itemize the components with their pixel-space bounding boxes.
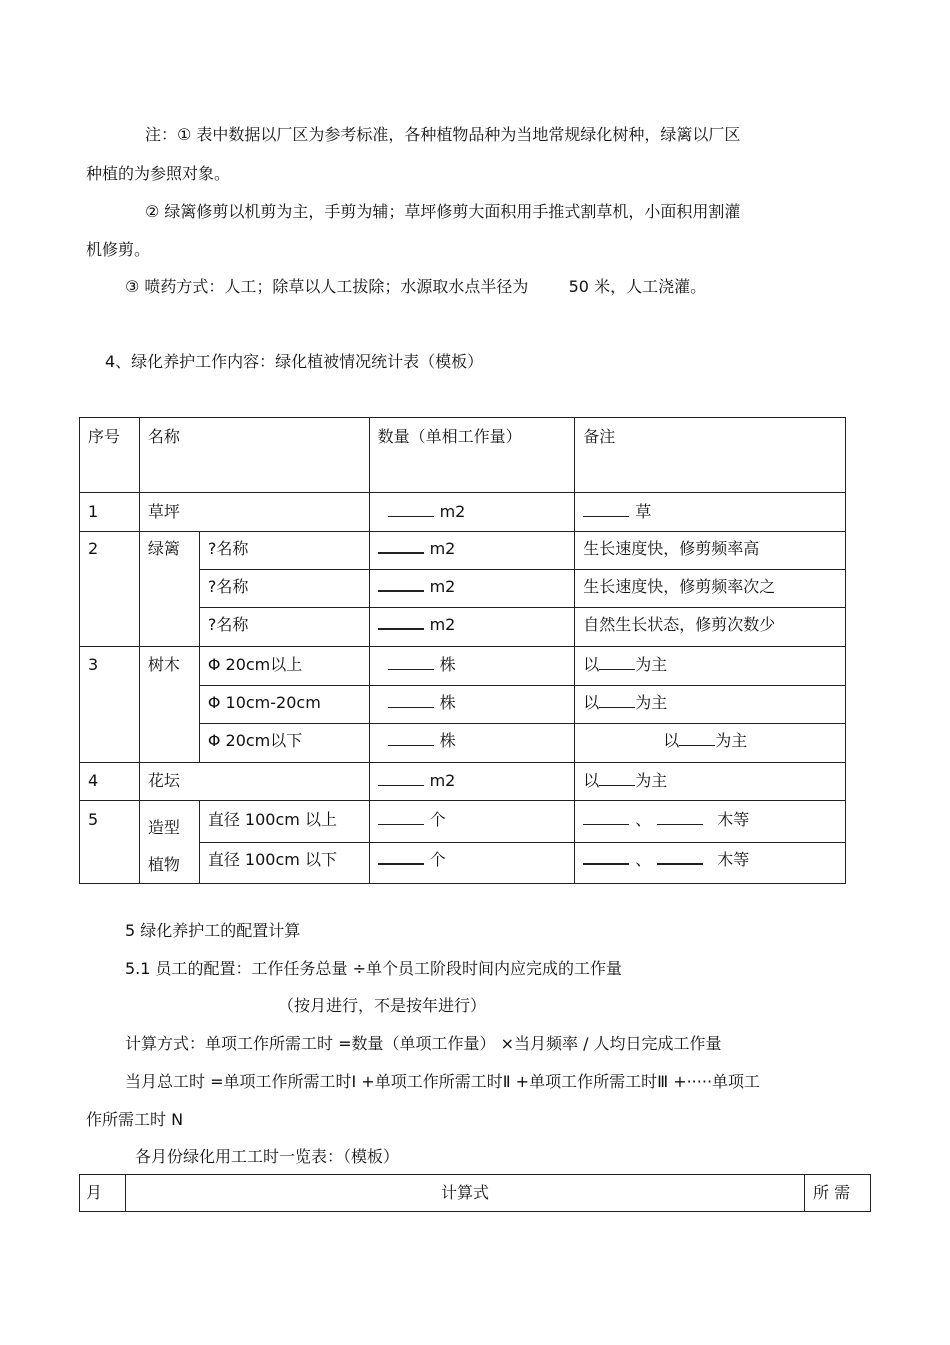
- row-subname: Φ 20cm以下: [199, 724, 369, 763]
- row-quantity: m2: [369, 608, 575, 647]
- plant-statistics-table: [79, 417, 846, 884]
- header-name: 名称: [139, 418, 369, 493]
- note-2-line-2: 机修剪。: [86, 240, 151, 259]
- row-name: 树木: [139, 647, 199, 763]
- row-subname: ?名称: [199, 532, 369, 570]
- header-remark: 备注: [575, 418, 846, 493]
- row-name: 草坪: [139, 493, 369, 532]
- row-subname: Φ 20cm以上: [199, 647, 369, 686]
- row-quantity: m2: [369, 763, 575, 801]
- row-name: 造型 植物: [139, 801, 199, 884]
- row-subname: Φ 10cm-20cm: [199, 686, 369, 724]
- row-remark: 草: [575, 493, 846, 532]
- table-2-title: 各月份绿化用工工时一览表：（模板）: [135, 1147, 400, 1166]
- row-name: 绿篱: [139, 532, 199, 647]
- row-remark: 自然生长状态，修剪次数少: [575, 608, 846, 647]
- section-5-1: 5.1 员工的配置：工作任务总量 ÷单个员工阶段时间内应完成的工作量: [125, 959, 623, 978]
- table-row: [80, 493, 846, 532]
- row-name: 花坛: [139, 763, 369, 801]
- row-subname: ?名称: [199, 570, 369, 608]
- table-row: [80, 647, 846, 686]
- note-1-line-1: 注：① 表中数据以厂区为参考标准，各种植物品种为当地常规绿化树种，绿篱以厂区: [145, 125, 741, 144]
- table-header-row: [80, 1175, 871, 1212]
- section-4-title: 4、绿化养护工作内容：绿化植被情况统计表（模板）: [105, 352, 484, 371]
- monthly-hours-table: [79, 1174, 871, 1212]
- note-3-part-a: ③ 喷药方式：人工；除草以人工拔除；水源取水点半径为: [125, 277, 529, 296]
- header-required: 所 需: [805, 1175, 871, 1212]
- row-subname: 直径 100cm 以下: [199, 843, 369, 884]
- note-3: [125, 276, 706, 298]
- row-no: 5: [80, 801, 140, 884]
- total-hours-line-2: 作所需工时 N: [86, 1110, 184, 1129]
- header-month: 月: [80, 1175, 126, 1212]
- row-quantity: 株: [369, 724, 575, 763]
- note-3-part-b: 50 米，人工浇灌。: [568, 277, 707, 296]
- row-quantity: 株: [369, 686, 575, 724]
- row-subname: 直径 100cm 以上: [199, 801, 369, 843]
- row-quantity: m2: [369, 532, 575, 570]
- row-quantity: m2: [369, 570, 575, 608]
- row-quantity: m2: [369, 493, 575, 532]
- calculation-method: 计算方式：单项工作所需工时 =数量（单项工作量） ×当月频率 / 人均日完成工作量: [125, 1034, 722, 1053]
- row-remark: 以 为主: [575, 763, 846, 801]
- row-subname: ?名称: [199, 608, 369, 647]
- row-remark: 、 木等: [575, 801, 846, 843]
- row-quantity: 个: [369, 801, 575, 843]
- row-remark: 以 为主: [575, 686, 846, 724]
- section-5-1-note: （按月进行，不是按年进行）: [278, 996, 487, 1015]
- table-row: [80, 763, 846, 801]
- header-quantity: 数量（单相工作量）: [369, 418, 575, 493]
- row-remark: 生长速度快，修剪频率次之: [575, 570, 846, 608]
- table-row: [80, 801, 846, 843]
- row-no: 3: [80, 647, 140, 763]
- row-remark: 、 木等: [575, 843, 846, 884]
- row-remark: 以 为主: [575, 647, 846, 686]
- total-hours-line-1: 当月总工时 =单项工作所需工时Ⅰ +单项工作所需工时Ⅱ +单项工作所需工时Ⅲ +·····单项工: [125, 1072, 761, 1091]
- row-quantity: 株: [369, 647, 575, 686]
- row-no: 2: [80, 532, 140, 647]
- note-2-line-1: ② 绿篱修剪以机剪为主，手剪为辅；草坪修剪大面积用手推式割草机，小面积用割灌: [145, 202, 741, 221]
- row-quantity: 个: [369, 843, 575, 884]
- table-row: [80, 532, 846, 570]
- row-remark: 以 为主: [575, 724, 846, 763]
- row-no: 4: [80, 763, 140, 801]
- row-remark: 生长速度快，修剪频率高: [575, 532, 846, 570]
- section-5-title: 5 绿化养护工的配置计算: [125, 921, 301, 940]
- header-formula: 计算式: [125, 1175, 804, 1212]
- table-header-row: [80, 418, 846, 493]
- row-no: 1: [80, 493, 140, 532]
- header-no: 序号: [80, 418, 140, 493]
- note-1-line-2: 种植的为参照对象。: [86, 164, 231, 183]
